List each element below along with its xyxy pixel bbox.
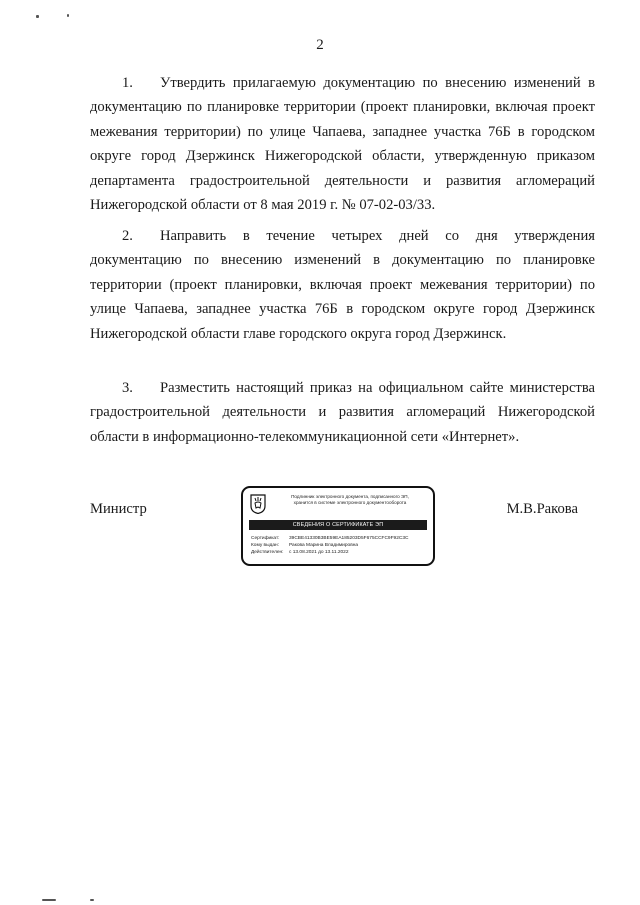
paragraph-text: Разместить настоящий приказ на официальном сайте министерства градостроительной деятельности и развития агломераций Нижегородской области в информационно-телекоммуникационной сети «Интернет».	[90, 380, 595, 445]
stamp-notice-line: Подлинник электронного документа, подписанного ЭП,	[291, 494, 409, 499]
paragraph-text: Утвердить прилагаемую документацию по внесению изменений в документацию по планировке территории (проект планировки, включая проект межевания территории) по улице Чапаева, западнее участка 76Б в городском округе город Дзержинск Нижегородской области, утвержденную приказом департамента градостроительной деятельности и развития агломераций Нижегородской области от 8 мая 2019 г. № 07-02-03/33.	[90, 75, 595, 214]
electronic-signature-stamp	[241, 486, 435, 566]
certificate-label: Сертификат:	[251, 536, 280, 541]
scan-speck	[42, 899, 56, 901]
signer-name: М.В.Ракова	[506, 501, 578, 517]
issued-to-row	[251, 542, 431, 549]
validity-value: с 13.08.2021 до 13.11.2022	[289, 550, 349, 555]
deer-emblem-icon	[250, 494, 266, 514]
scan-speck	[90, 899, 94, 901]
validity-row	[251, 549, 431, 556]
paragraph-2	[90, 224, 595, 346]
scan-speck	[67, 14, 69, 17]
paragraph-number: 1.	[122, 75, 133, 91]
issued-to-label: Кому выдан:	[251, 543, 279, 548]
certificate-details	[251, 535, 431, 556]
page-number: 2	[316, 37, 324, 53]
issued-to-value: Ракова Марина Владимировна	[289, 543, 359, 548]
paragraph-number: 3.	[122, 380, 133, 396]
certificate-row	[251, 535, 431, 542]
stamp-notice-line: хранится в системе электронного документооборота	[293, 500, 407, 505]
stamp-notice	[270, 494, 430, 506]
paragraph-1	[90, 71, 595, 217]
certificate-value: 39CBE41330B3BE59EA185203D5F675CCFC9F92C3C	[289, 536, 409, 541]
scan-speck	[36, 15, 39, 18]
signer-position: Министр	[90, 501, 147, 517]
paragraph-number: 2.	[122, 228, 133, 244]
stamp-banner: СВЕДЕНИЯ О СЕРТИФИКАТЕ ЭП	[249, 520, 427, 530]
validity-label: Действителен:	[251, 550, 284, 555]
paragraph-text: Направить в течение четырех дней со дня утверждения документацию по внесению изменений в документацию по планировке территории (проект планировки, включая проект межевания территории) по улице Чапаева, западнее участка 76Б в городском округе город Дзержинск Нижегородской области главе городского округа город Дзержинск.	[90, 228, 595, 342]
paragraph-3	[90, 376, 595, 449]
